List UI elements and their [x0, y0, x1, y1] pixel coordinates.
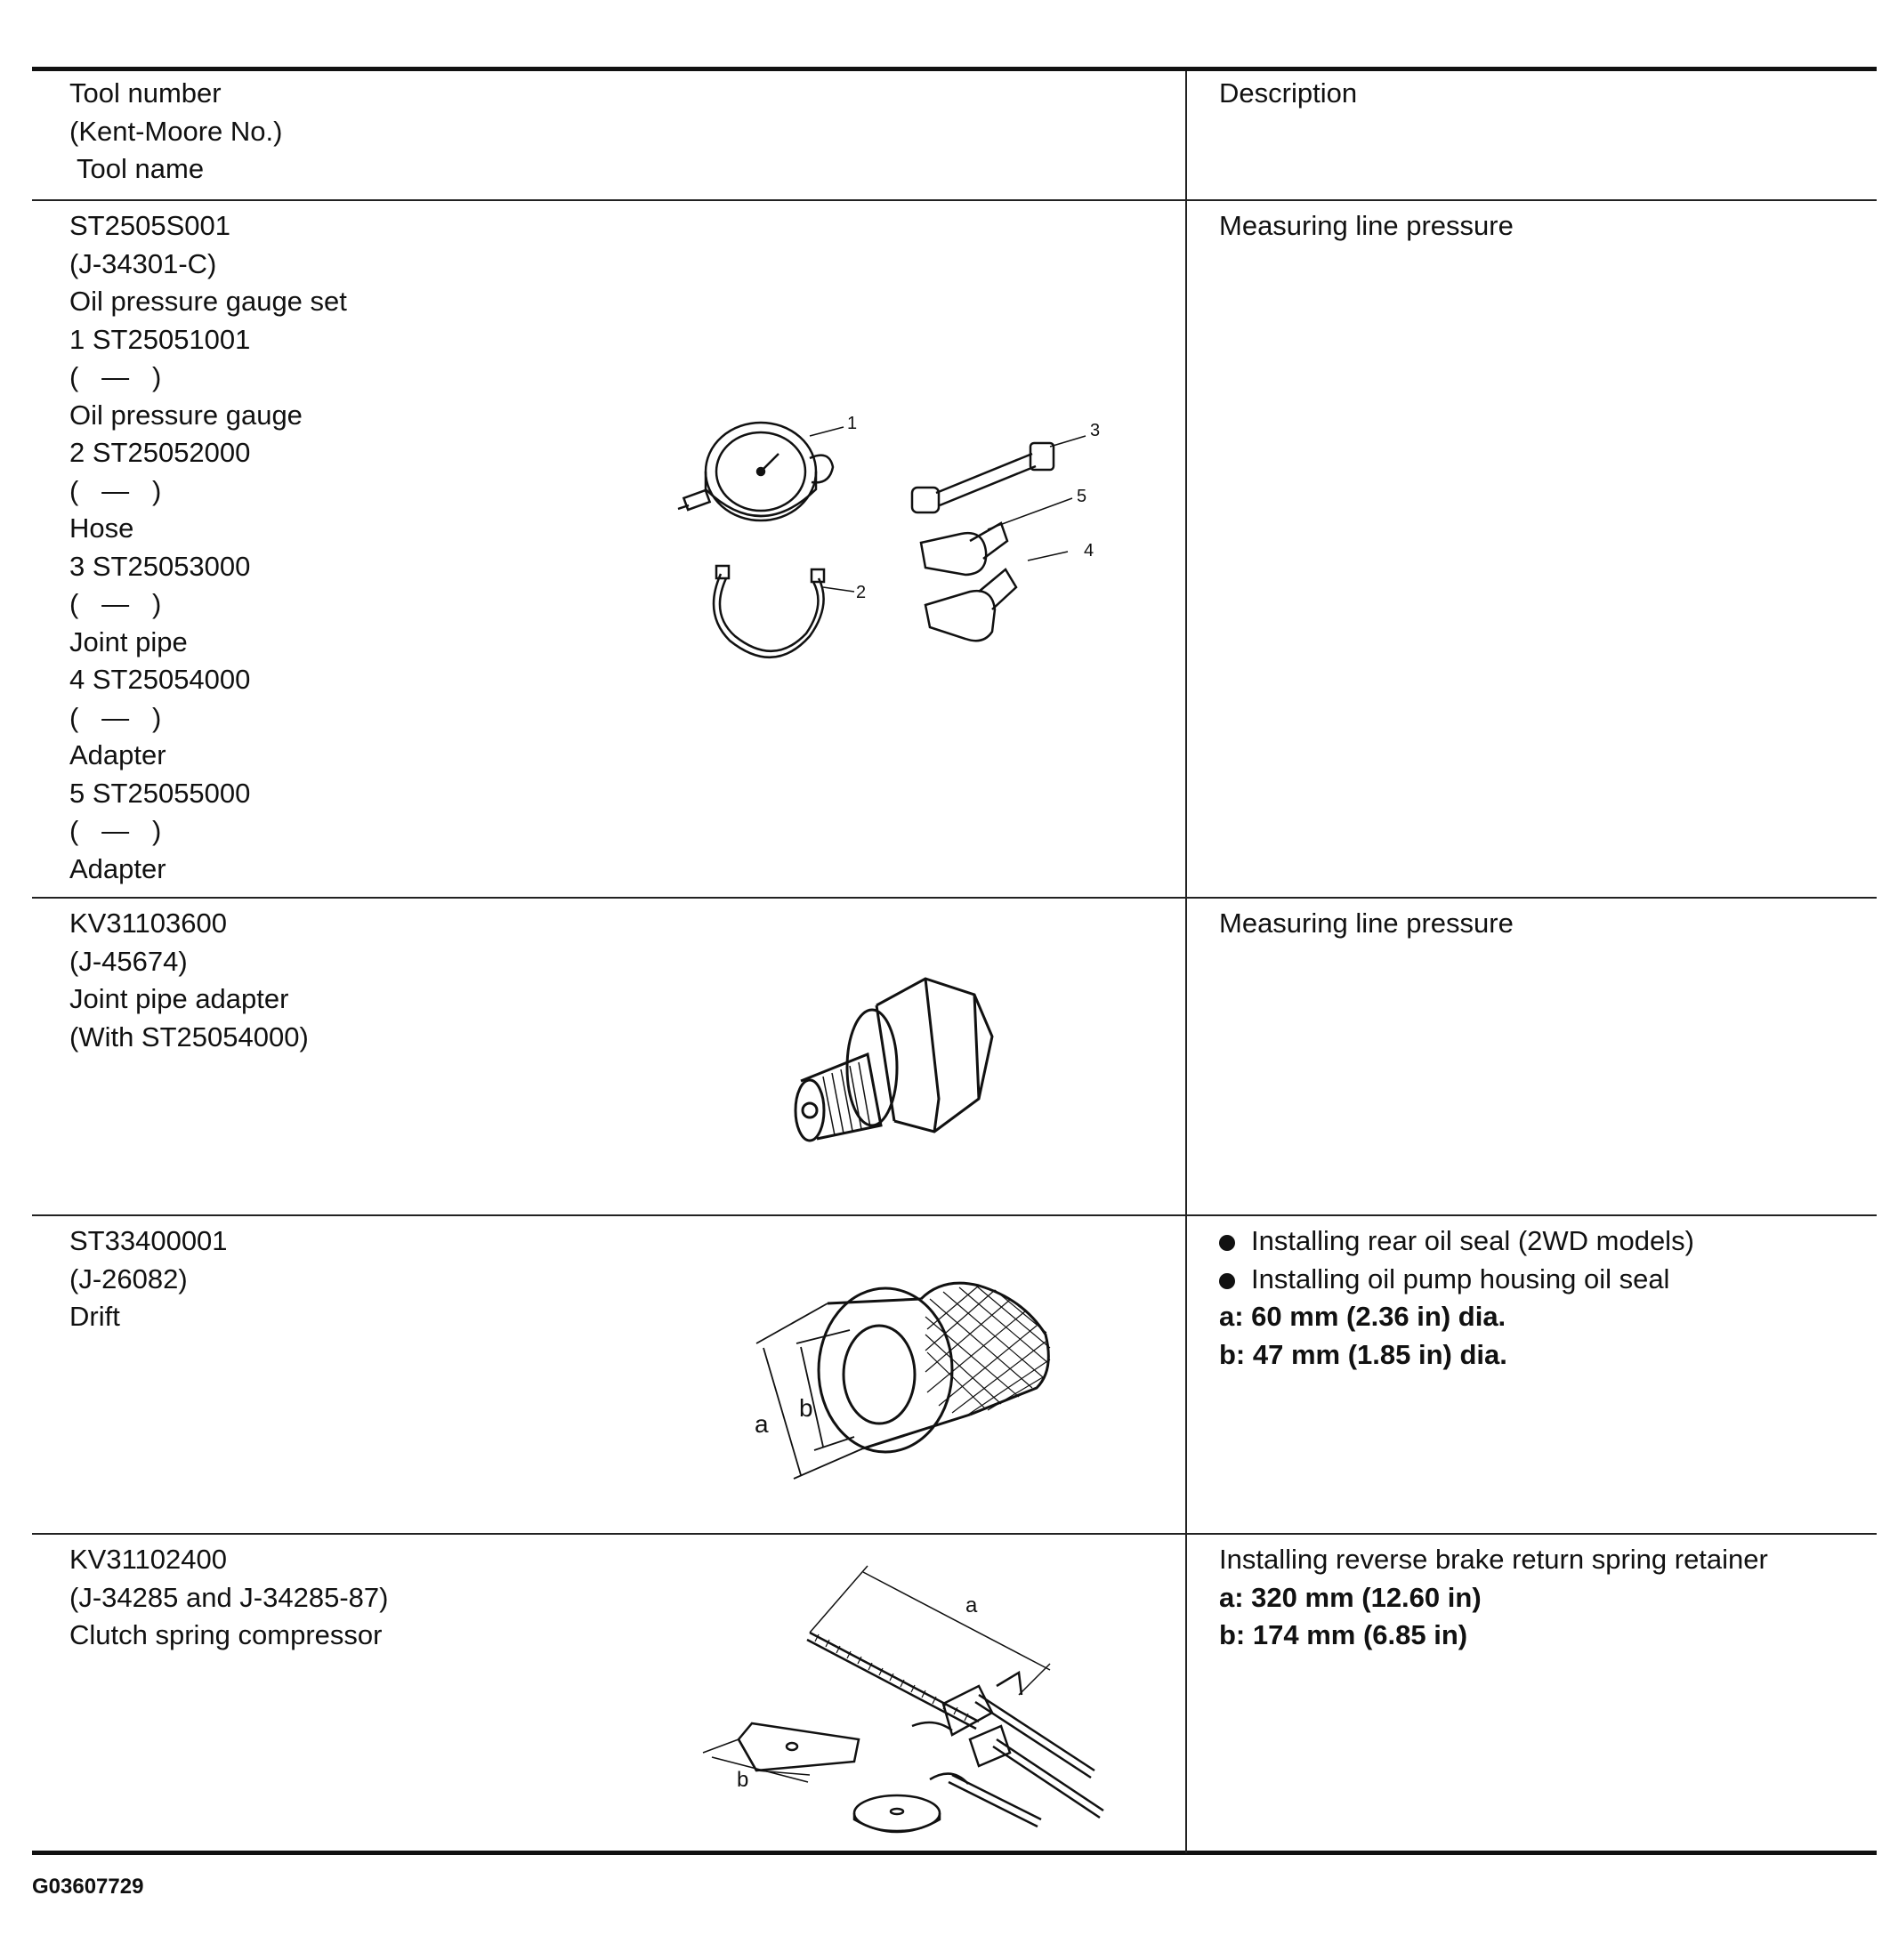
spec-b: b: 47 mm (1.85 in) dia. [1219, 1338, 1507, 1370]
table-top-border [32, 67, 1877, 71]
callout-5: 5 [1077, 487, 1087, 506]
row1-line: ( — ) [69, 815, 162, 846]
joint-pipe-drawing [912, 443, 1054, 512]
row1-line: 1 ST25051001 [69, 323, 251, 355]
retainer-plate-drawing [739, 1723, 859, 1770]
row2-tool-info [69, 905, 309, 1056]
bullet-icon [1219, 1235, 1235, 1251]
washer-disc-drawing [854, 1795, 940, 1832]
row1-line: 4 ST25054000 [69, 664, 251, 695]
bullet-text: Installing rear oil seal (2WD models) [1251, 1225, 1694, 1256]
oil-pressure-gauge-set-illustration [676, 409, 1121, 676]
hose-drawing [714, 566, 824, 657]
row1-line: Hose [69, 512, 134, 544]
row1-description: Measuring line pressure [1219, 210, 1514, 241]
bullet-text: Installing oil pump housing oil seal [1251, 1262, 1670, 1295]
row-divider-2 [32, 1214, 1877, 1216]
joint-pipe-adapter-illustration [783, 970, 1014, 1148]
drift-illustration [730, 1272, 1068, 1486]
row4-line: (J-34285 and J-34285-87) [69, 1581, 389, 1613]
row1-line: ( — ) [69, 701, 162, 733]
dimension-a-label: a [755, 1410, 769, 1438]
row1-tool-info [69, 207, 347, 888]
row1-line: 5 ST25055000 [69, 777, 251, 809]
callout-3: 3 [1090, 421, 1101, 440]
row4-description [1219, 1541, 1768, 1655]
bullet-item [1219, 1261, 1694, 1299]
row4-tool-info [69, 1541, 388, 1655]
threaded-rod-drawing [807, 1633, 979, 1729]
row1-line: 3 ST25053000 [69, 550, 251, 582]
header-tool-name: Tool name [69, 153, 205, 184]
adapter-5-drawing [921, 523, 1007, 575]
row2-line: KV31103600 [69, 907, 227, 939]
row2-line: (J-45674) [69, 945, 188, 977]
header-divider [32, 199, 1877, 201]
row1-line: (J-34301-C) [69, 247, 217, 279]
row3-tool-info [69, 1222, 228, 1336]
row1-line: Joint pipe [69, 625, 188, 657]
dimension-b-label: b [737, 1768, 749, 1792]
spec-a: a: 320 mm (12.60 in) [1219, 1581, 1482, 1613]
bullet-icon [1219, 1273, 1235, 1289]
figure-code: G03607729 [32, 1875, 144, 1899]
row1-line: ( — ) [69, 361, 162, 392]
header-kent-moore: (Kent-Moore No.) [69, 115, 283, 147]
compressor-legs-drawing [912, 1673, 1103, 1827]
clutch-spring-compressor-illustration [685, 1561, 1112, 1846]
row1-line: 2 ST25052000 [69, 437, 251, 468]
row4-line: KV31102400 [69, 1544, 227, 1575]
row3-line: ST33400001 [69, 1225, 228, 1256]
row1-line: ST2505S001 [69, 210, 230, 241]
callout-leaders [810, 427, 1086, 592]
callout-1: 1 [847, 414, 858, 433]
spec-a: a: 60 mm (2.36 in) dia. [1219, 1301, 1506, 1332]
oil-pressure-gauge-drawing [678, 423, 833, 520]
callout-2: 2 [856, 583, 867, 602]
row1-line: ( — ) [69, 588, 162, 619]
table-bottom-border [32, 1851, 1877, 1855]
row-divider-3 [32, 1533, 1877, 1535]
header-description: Description [1219, 77, 1358, 109]
row-divider-1 [32, 897, 1877, 899]
row4-line: Clutch spring compressor [69, 1619, 383, 1650]
dimension-a-label: a [965, 1593, 978, 1617]
row2-line: Joint pipe adapter [69, 983, 289, 1014]
row2-description: Measuring line pressure [1219, 907, 1514, 939]
callout-4: 4 [1084, 541, 1094, 561]
header-tool-column [69, 75, 282, 189]
row1-line: Oil pressure gauge [69, 399, 303, 431]
row3-description [1219, 1222, 1694, 1374]
bullet-item [1219, 1222, 1694, 1261]
row3-line: Drift [69, 1301, 120, 1332]
row3-line: (J-26082) [69, 1262, 188, 1295]
spec-b: b: 174 mm (6.85 in) [1219, 1619, 1468, 1650]
adapter-4-drawing [925, 569, 1016, 641]
header-tool-number: Tool number [69, 77, 222, 109]
column-divider [1185, 71, 1187, 1853]
row4-description-text: Installing reverse brake return spring retainer [1219, 1544, 1768, 1575]
row1-line: Oil pressure gauge set [69, 286, 347, 317]
dimension-b-label: b [799, 1394, 813, 1422]
row2-line: (With ST25054000) [69, 1020, 309, 1053]
row1-line: ( — ) [69, 474, 162, 506]
row1-line: Adapter [69, 852, 166, 884]
row1-line: Adapter [69, 739, 166, 770]
